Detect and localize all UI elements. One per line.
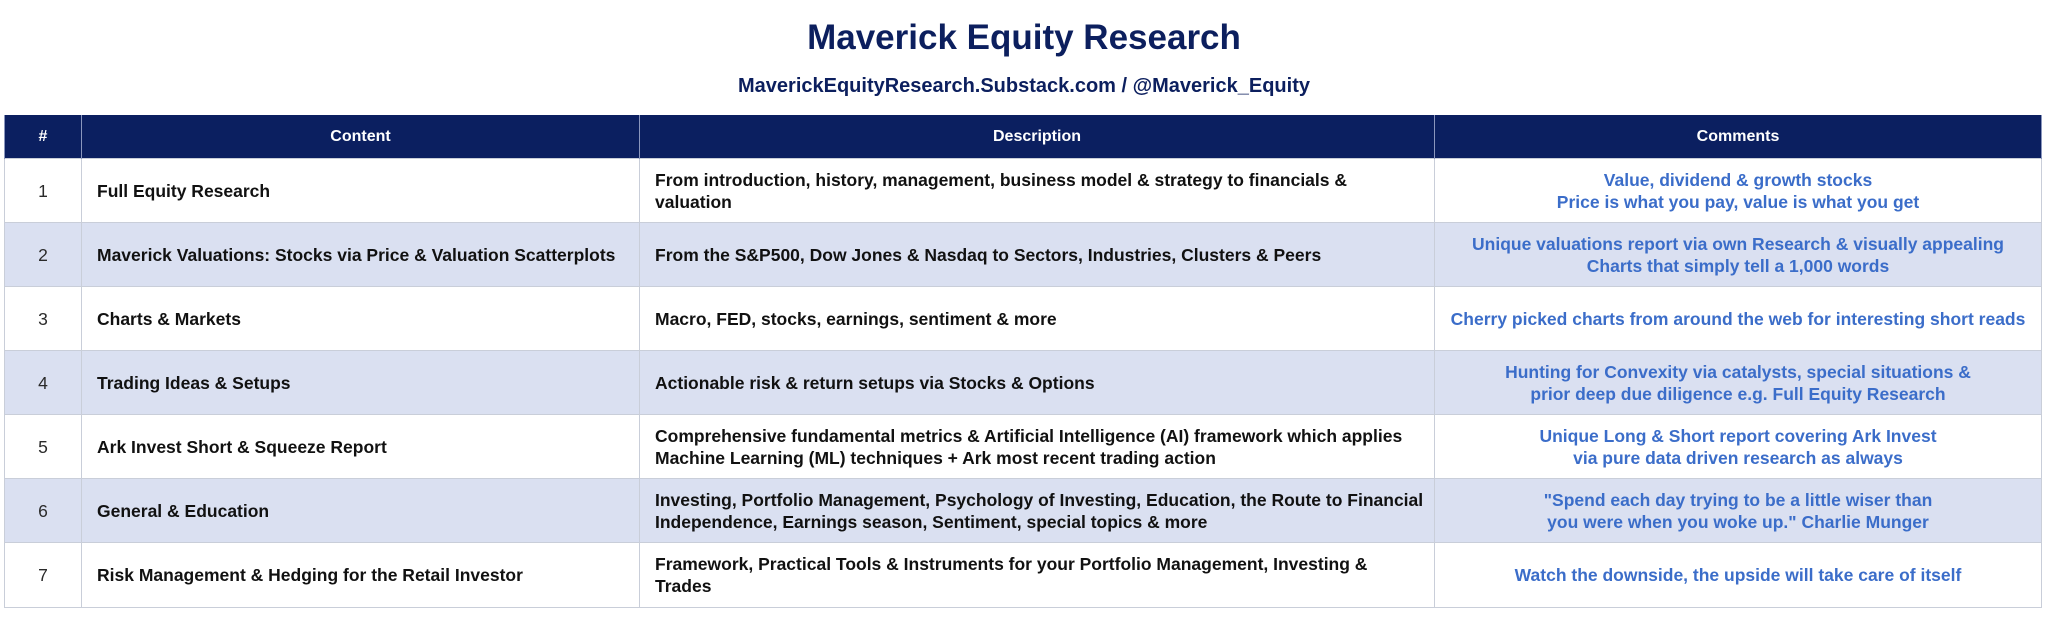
row-description bbox=[640, 159, 1435, 223]
row-number: 2 bbox=[5, 223, 82, 287]
comment-line: Unique valuations report via own Research & visually appealing bbox=[1472, 233, 2004, 254]
row-comments bbox=[1435, 479, 2042, 543]
row-comments bbox=[1435, 287, 2042, 351]
row-number: 1 bbox=[5, 159, 82, 223]
row-description bbox=[640, 415, 1435, 479]
row-number: 7 bbox=[5, 543, 82, 608]
row-content: General & Education bbox=[82, 479, 640, 543]
comment-line: "Spend each day trying to be a little wiser than bbox=[1543, 489, 1933, 510]
row-content: Full Equity Research bbox=[82, 159, 640, 223]
comment-line: Price is what you pay, value is what you get bbox=[1556, 191, 1920, 212]
row-number: 6 bbox=[5, 479, 82, 543]
comment-line: Value, dividend & growth stocks bbox=[1603, 169, 1873, 190]
description-line: Independence, Earnings season, Sentiment, special topics & more bbox=[655, 511, 1208, 532]
description-line: Comprehensive fundamental metrics & Artificial Intelligence (AI) framework which applies bbox=[655, 425, 1403, 446]
page-title: Maverick Equity Research bbox=[807, 18, 1241, 57]
table-row bbox=[5, 543, 2042, 608]
page-subtitle: MaverickEquityResearch.Substack.com / @Maverick_Equity bbox=[738, 75, 1310, 97]
row-comments bbox=[1435, 543, 2042, 608]
description-line: Actionable risk & return setups via Stocks & Options bbox=[655, 372, 1095, 393]
column-header-comments: Comments bbox=[1435, 115, 2042, 159]
description-line: Machine Learning (ML) techniques + Ark most recent trading action bbox=[655, 447, 1216, 468]
column-header-description: Description bbox=[640, 115, 1435, 159]
row-number: 5 bbox=[5, 415, 82, 479]
table-row bbox=[5, 351, 2042, 415]
row-content: Maverick Valuations: Stocks via Price & Valuation Scatterplots bbox=[82, 223, 640, 287]
table-row bbox=[5, 223, 2042, 287]
table-header-row bbox=[5, 115, 2042, 159]
row-comments bbox=[1435, 159, 2042, 223]
comment-line: prior deep due diligence e.g. Full Equity Research bbox=[1530, 383, 1946, 404]
comment-line: Unique Long & Short report covering Ark Invest bbox=[1539, 425, 1937, 446]
row-description bbox=[640, 223, 1435, 287]
description-line: Framework, Practical Tools & Instruments for your Portfolio Management, Investing & Trades bbox=[655, 554, 1368, 596]
description-line: Macro, FED, stocks, earnings, sentiment & more bbox=[655, 308, 1057, 329]
content-table bbox=[4, 115, 2042, 608]
description-line: From introduction, history, management, business model & strategy to financials & valuation bbox=[655, 169, 1348, 212]
row-content: Charts & Markets bbox=[82, 287, 640, 351]
column-header-content: Content bbox=[82, 115, 640, 159]
comment-line: you were when you woke up." Charlie Munger bbox=[1547, 511, 1929, 532]
row-description bbox=[640, 287, 1435, 351]
row-content: Risk Management & Hedging for the Retail Investor bbox=[82, 543, 640, 608]
comment-line: Hunting for Convexity via catalysts, special situations & bbox=[1505, 361, 1971, 382]
row-content: Trading Ideas & Setups bbox=[82, 351, 640, 415]
row-comments bbox=[1435, 415, 2042, 479]
comment-line: via pure data driven research as always bbox=[1573, 447, 1903, 468]
description-line: From the S&P500, Dow Jones & Nasdaq to Sectors, Industries, Clusters & Peers bbox=[655, 244, 1322, 265]
table-row bbox=[5, 159, 2042, 223]
row-number: 4 bbox=[5, 351, 82, 415]
row-comments bbox=[1435, 223, 2042, 287]
row-number: 3 bbox=[5, 287, 82, 351]
comment-line: Watch the downside, the upside will take care of itself bbox=[1514, 565, 1962, 585]
row-description bbox=[640, 543, 1435, 608]
row-content: Ark Invest Short & Squeeze Report bbox=[82, 415, 640, 479]
table-row bbox=[5, 415, 2042, 479]
row-description bbox=[640, 351, 1435, 415]
table-row bbox=[5, 479, 2042, 543]
comment-line: Cherry picked charts from around the web for interesting short reads bbox=[1450, 308, 2026, 329]
column-header-number: # bbox=[5, 115, 82, 159]
comment-line: Charts that simply tell a 1,000 words bbox=[1586, 255, 1890, 276]
table-row bbox=[5, 287, 2042, 351]
row-description bbox=[640, 479, 1435, 543]
row-comments bbox=[1435, 351, 2042, 415]
description-line: Investing, Portfolio Management, Psychology of Investing, Education, the Route to Financial bbox=[655, 489, 1424, 510]
